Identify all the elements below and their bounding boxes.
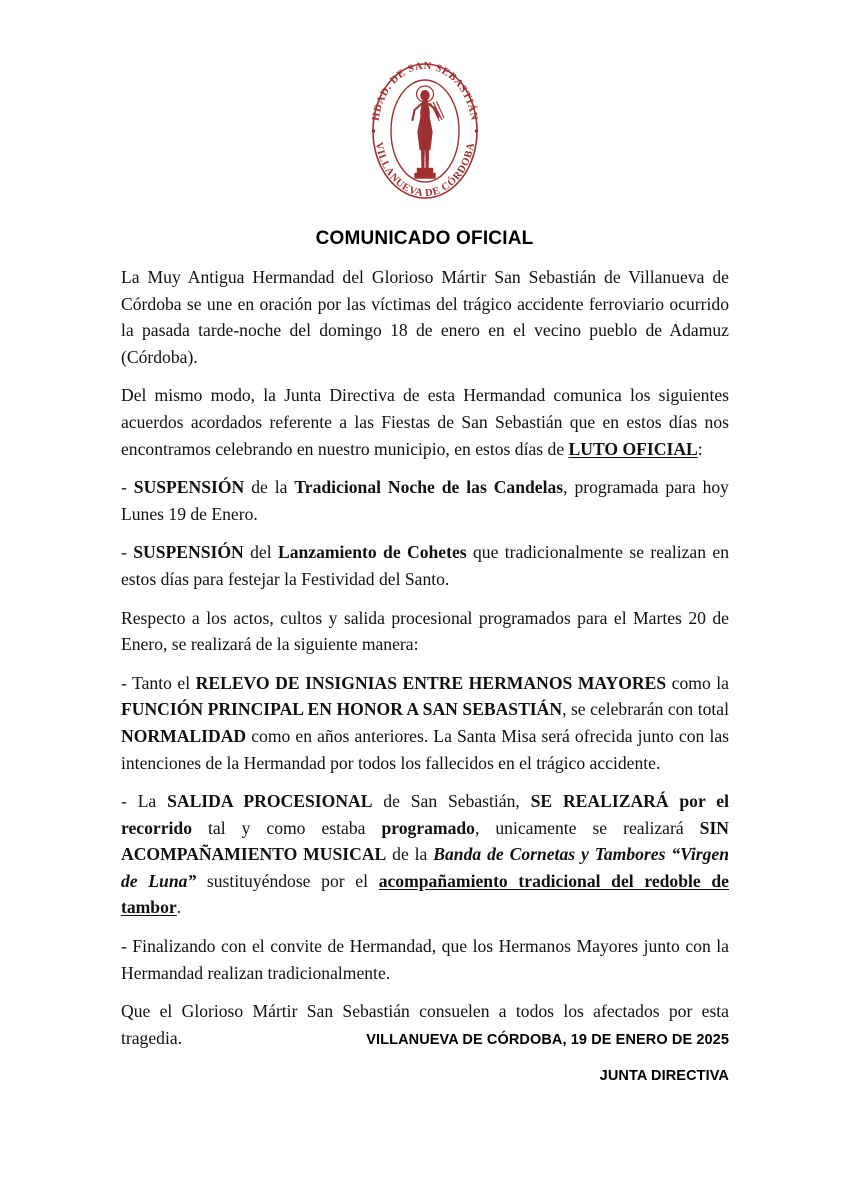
paragraph-condolences xyxy=(121,264,729,370)
paragraph-salida-procesional xyxy=(121,788,729,921)
text-segment: Que el Glorioso Mártir San Sebastián consuelen a todos los afectados por esta tragedia. xyxy=(121,1001,729,1048)
text-segment: de la xyxy=(386,844,434,865)
footer-signature: JUNTA DIRECTIVA xyxy=(599,1068,729,1084)
text-segment: como la xyxy=(666,672,729,693)
emphasis-redoble-tambor: acompañamiento tradicional del redoble de tambor xyxy=(121,870,729,918)
emphasis-normalidad: NORMALIDAD xyxy=(121,725,247,746)
text-segment: del xyxy=(243,542,278,563)
text-segment: como en años anteriores. La Santa Misa será ofrecida junto con las intenciones de la Hermandad por todos los fallecidos en el trágico accidente. xyxy=(121,725,729,773)
emphasis-suspension: SUSPENSIÓN xyxy=(133,477,245,498)
svg-text:HDAD. DE SAN SEBASTIÁN: HDAD. DE SAN SEBASTIÁN xyxy=(370,60,479,122)
svg-text:VILLANUEVA DE CÓRDOBA: VILLANUEVA DE CÓRDOBA xyxy=(372,141,477,200)
emphasis-salida-procesional: SALIDA PROCESIONAL xyxy=(167,791,373,812)
hermandad-seal-icon xyxy=(362,58,488,204)
paragraph-agreements-intro xyxy=(121,382,729,462)
paragraph-convite xyxy=(121,933,729,986)
emphasis-se-realizara-recorrido: SE REALIZARÁ por el recorrido xyxy=(121,791,729,838)
document-body xyxy=(121,264,729,1051)
text-segment: Respecto a los actos, cultos y salida procesional programados para el Martes 20 de Enero, se realizará de la siguiente manera: xyxy=(121,607,729,655)
text-segment: tal y como estaba xyxy=(192,817,382,838)
text-segment: sustituyéndose por el xyxy=(196,870,379,891)
text-segment: de San Sebastián, xyxy=(372,791,531,812)
text-segment: . xyxy=(176,897,182,918)
text-segment: Del mismo modo, la Junta Directiva de esta Hermandad comunica los siguientes acuerdos acordados referente a las Fiestas de San Sebastián que en estos días nos encontramos celebrando en nuestro municipio, en estos días de xyxy=(121,385,729,459)
emphasis-suspension: SUSPENSIÓN xyxy=(133,542,244,563)
paragraph-suspension-cohetes xyxy=(121,539,729,592)
emphasis-noche-candelas: Tradicional Noche de las Candelas xyxy=(294,477,564,498)
paragraph-relevo-funcion xyxy=(121,670,729,776)
footer-place-date: VILLANUEVA DE CÓRDOBA, 19 DE ENERO DE 2025 xyxy=(366,1032,729,1048)
paragraph-suspension-candelas xyxy=(121,474,729,527)
page-title: COMUNICADO OFICIAL xyxy=(315,228,534,249)
text-segment: - Tanto el xyxy=(121,672,196,693)
text-segment: - La xyxy=(121,791,168,812)
text-segment: , programada para hoy Lunes 19 de Enero. xyxy=(121,477,729,524)
text-segment: - xyxy=(121,477,134,498)
emphasis-funcion-principal: FUNCIÓN PRINCIPAL EN HONOR A SAN SEBASTIÁN xyxy=(121,699,563,720)
emphasis-lanzamiento-cohetes: Lanzamiento de Cohetes xyxy=(277,542,467,563)
emphasis-relevo-insignias: RELEVO DE INSIGNIAS ENTRE HERMANOS MAYORES xyxy=(195,672,667,693)
text-segment: que tradicionalmente se realizan en estos días para festejar la Festividad del Santo. xyxy=(121,542,730,589)
paragraph-martes-intro xyxy=(121,605,729,658)
text-segment: - Finalizando con el convite de Hermandad, que los Hermanos Mayores junto con la Hermandad realizan tradicionalmente. xyxy=(121,936,729,983)
text-segment: La Muy Antigua Hermandad del Glorioso Mártir San Sebastián de Villanueva de Córdoba se une en oración por las víctimas del trágico accidente ferroviario ocurrido la pasada tarde-noche del domingo 18 de enero en el vecino pueblo de Adamuz (Córdoba). xyxy=(121,267,729,367)
seal-container xyxy=(0,58,849,204)
text-segment: - xyxy=(121,542,134,563)
text-segment: de la xyxy=(244,477,295,498)
emphasis-luto-oficial: LUTO OFICIAL xyxy=(568,438,698,459)
text-segment: , unicamente se realizará xyxy=(474,817,700,838)
emphasis-programado: programado xyxy=(381,817,475,838)
text-segment: : xyxy=(697,438,703,459)
emphasis-banda-virgen-de-luna: Banda de Cornetas y Tambores “Virgen de Luna” xyxy=(121,844,729,891)
document-footer xyxy=(121,1032,729,1084)
text-segment: , se celebrarán con total xyxy=(562,699,729,720)
emphasis-sin-acompanamiento-musical: SIN ACOMPAÑAMIENTO MUSICAL xyxy=(121,817,730,865)
